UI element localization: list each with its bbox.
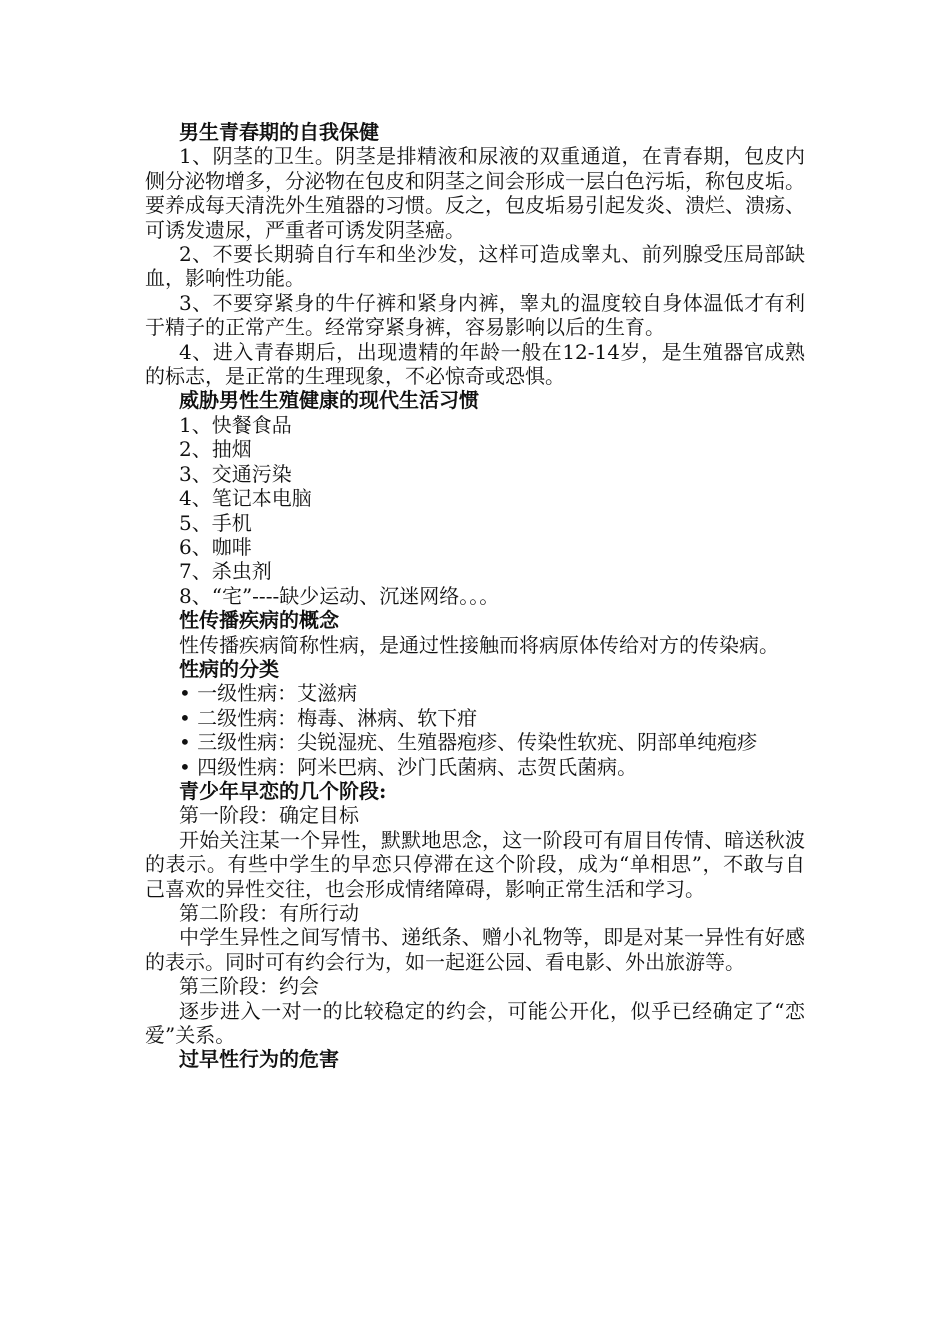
- bullet-item: • 四级性病：阿米巴病、沙门氏菌病、志贺氏菌病。: [179, 754, 638, 779]
- section-title-threat-habits: 威胁男性生殖健康的现代生活习惯: [179, 388, 479, 413]
- section-title-std-concept: 性传播疾病的概念: [179, 608, 339, 633]
- list-item: 8、“宅”----缺少运动、沉迷网络。。。: [179, 583, 500, 608]
- list-item: 3、交通污染: [179, 461, 292, 486]
- list-item: 4、笔记本电脑: [179, 486, 312, 511]
- section-title-early-love-stages: 青少年早恋的几个阶段:: [179, 778, 387, 803]
- list-item: 2、抽烟: [179, 437, 252, 462]
- section-title-self-care: 男生青春期的自我保健: [179, 120, 379, 144]
- paragraph: 中学生异性之间写情书、递纸条、赠小礼物等，即是对某一异性有好感的表示。同时可有约会行为，如一起逛公园、看电影、外出旅游等。: [145, 925, 805, 974]
- list-item: 7、杀虫剂: [179, 559, 272, 584]
- section-title-std-classification: 性病的分类: [179, 656, 279, 681]
- paragraph: 2、不要长期骑自行车和坐沙发，这样可造成睾丸、前列腺受压局部缺血，影响性功能。: [145, 242, 805, 291]
- bullet-item: • 二级性病：梅毒、淋病、软下疳: [179, 705, 478, 730]
- paragraph: 性传播疾病简称性病，是通过性接触而将病原体传给对方的传染病。: [179, 632, 779, 657]
- stage-title: 第三阶段：约会: [179, 974, 319, 999]
- paragraph: 4、进入青春期后，出现遗精的年龄一般在12-14岁，是生殖器官成熟的标志，是正常的生理现象，不必惊奇或恐惧。: [145, 339, 805, 389]
- list-item: 5、手机: [179, 510, 252, 535]
- paragraph: 1、阴茎的卫生。阴茎是排精液和尿液的双重通道，在青春期，包皮内侧分泌物增多，分泌物在包皮和阴茎之间会形成一层白色污垢，称包皮垢。要养成每天清洗外生殖器的习惯。反之，包皮垢易引起发炎、溃烂、溃疡、可诱发遗尿，严重者可诱发阴茎癌。: [145, 144, 805, 242]
- list-item: 6、咖啡: [179, 534, 252, 559]
- paragraph: 逐步进入一对一的比较稳定的约会，可能公开化，似乎已经确定了“恋爱”关系。: [145, 998, 805, 1048]
- paragraph: 3、不要穿紧身的牛仔裤和紧身内裤，睾丸的温度较自身体温低才有利于精子的正常产生。经常穿紧身裤，容易影响以后的生育。: [145, 290, 805, 340]
- document-page: [145, 120, 805, 1072]
- list-item: 1、快餐食品: [179, 412, 292, 437]
- stage-title: 第二阶段：有所行动: [179, 901, 359, 925]
- paragraph: 开始关注某一个异性，默默地思念，这一阶段可有眉目传情、暗送秋波的表示。有些中学生的早恋只停滞在这个阶段，成为“单相思”，不敢与自己喜欢的异性交往，也会形成情绪障碍，影响正常生活和学习。: [145, 827, 805, 901]
- bullet-item: • 三级性病：尖锐湿疣、生殖器疱疹、传染性软疣、阴部单纯疱疹: [179, 730, 758, 755]
- section-title-early-sex-harm: 过早性行为的危害: [179, 1047, 339, 1072]
- stage-title: 第一阶段：确定目标: [179, 803, 359, 828]
- bullet-item: • 一级性病：艾滋病: [179, 681, 358, 706]
